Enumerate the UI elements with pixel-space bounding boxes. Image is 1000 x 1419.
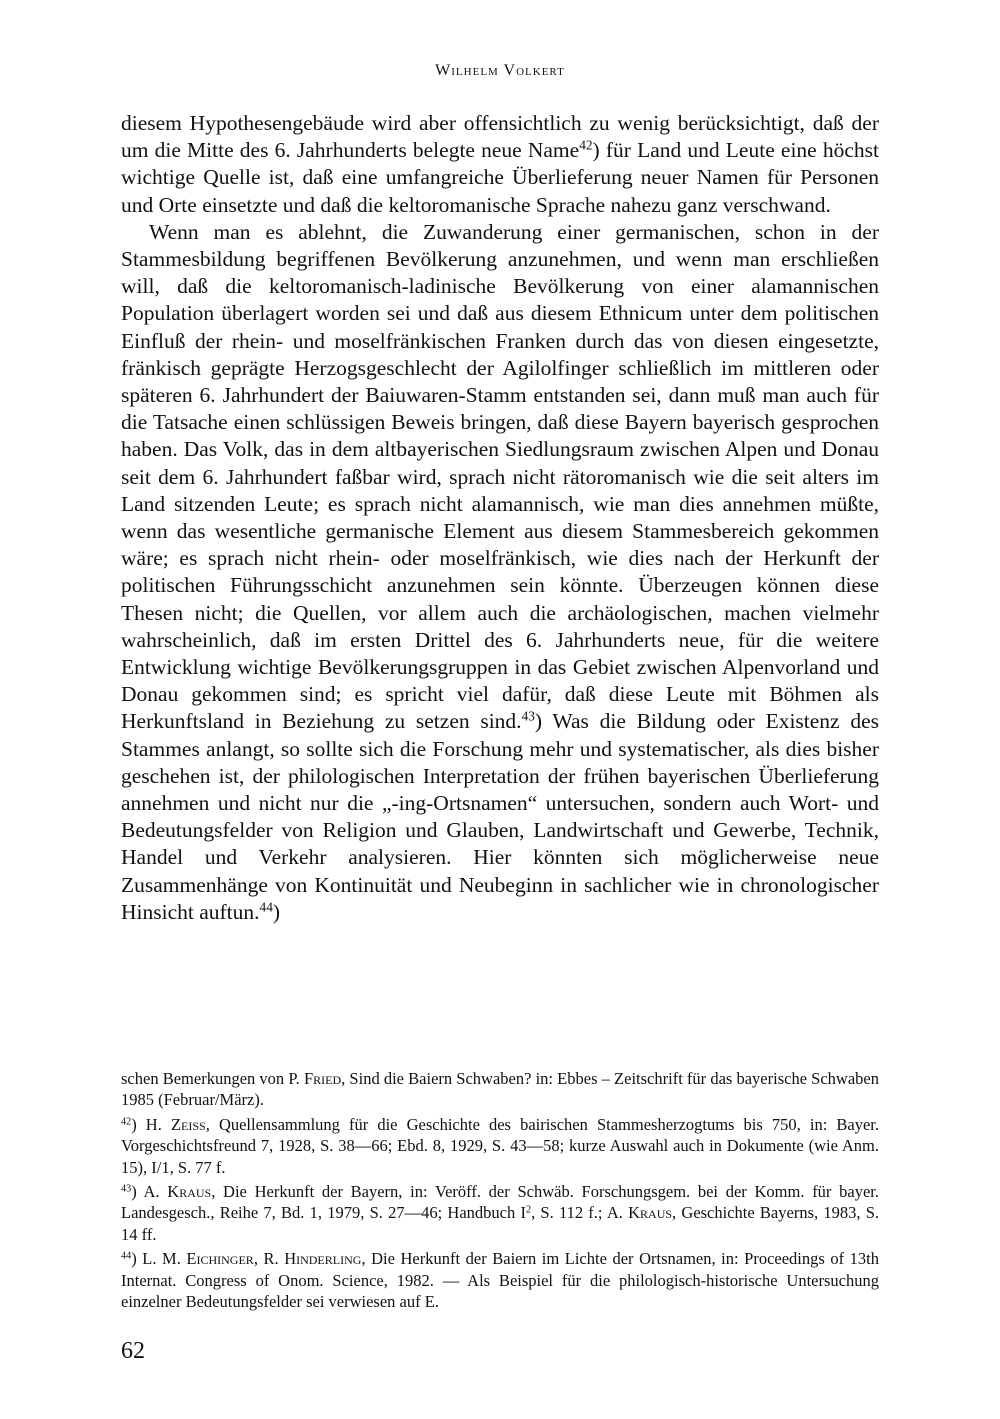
footnote-ref-42: 42 (579, 137, 593, 153)
text-run: , Quellensammlung für die Geschichte des bairischen Stammesherzogtums bis 750, in: Bayer. Vorgeschichtsfreund 7, 1928, S. 38—66; Ebd. 8, 1929, S. 43—58; kurze Auswahl auch in Dokumente (wie Anm. 15), I/1, S. 77 f. (121, 1114, 879, 1177)
text-run: , Sind die Baiern Schwaben? in: Ebbes – Zeitschrift für das bayerische Schwaben 1985 (Februar/März). (121, 1069, 879, 1110)
footnote-ref-44: 44 (259, 899, 273, 915)
footnotes (121, 1068, 879, 1315)
author-name: Fried (303, 1069, 342, 1088)
text-run: , S. 112 f.; A. (531, 1203, 629, 1223)
author-name: Hinderling (284, 1249, 362, 1269)
author-name: Kraus (167, 1182, 212, 1202)
author-name: Zeiss (170, 1114, 206, 1134)
text-run: diesem Hypothesengebäude wird aber offensichtlich zu wenig berücksichtigt, daß der um die Mitte des 6. Jahrhunderts belegte neue Name (121, 111, 879, 163)
superscript: 2 (525, 1204, 532, 1216)
page-number: 62 (121, 1338, 145, 1364)
text-run: , R. (253, 1249, 285, 1269)
footnote-ref-43: 43 (521, 709, 535, 725)
text-run: ) für Land und Leute eine höchst wichtige Quelle ist, daß eine umfangreiche Überlieferung neuer Namen für Personen und Orte einsetzte und daß die keltoromanische Sprache nahezu ganz verschwand. (121, 138, 879, 217)
text-run: ) A. (131, 1182, 168, 1202)
text-run: , Geschichte Bayerns, 1983, S. 14 ff. (121, 1203, 880, 1244)
footnote-number: 43 (121, 1183, 132, 1195)
footnote-43 (121, 1181, 879, 1245)
footnote-number: 44 (121, 1250, 132, 1262)
main-text (121, 110, 879, 926)
footnote-44 (121, 1248, 879, 1312)
footnote-continuation (121, 1068, 879, 1111)
text-run: ) H. (131, 1114, 171, 1134)
text-run: Wenn man es ablehnt, die Zuwanderung einer germanischen, schon in der Stammesbildung begriffenen Bevölkerung anzunehmen, und wenn man erschließen will, daß die keltoromanisch-ladinische Bevölkerung von einer alamannischen Population überlagert worden sei und daß aus diesem Ethnicum unter dem politischen Einfluß der rhein- und moselfränkischen Franken durch das von diesen eingesetzte, fränkisch geprägte Herzogsgeschlecht der Agilolfinger schließlich im mittleren oder späteren 6. Jahrhundert der Baiuwaren-Stamm entstanden sei, dann muß man auch für die Tatsache einen schlüssigen Beweis bringen, daß diese Bayern bayerisch gesprochen haben. Das Volk, das in dem altbayerischen Siedlungsraum zwischen Alpen und Donau seit dem 6. Jahrhundert faßbar wird, sprach nicht rätoromanisch wie die seit alters im Land sitzenden Leute; es sprach nicht alamannisch, wie man dies annehmen müßte, wenn das wesentliche germanische Element aus diesem Stammesbereich gekommen wäre; es sprach nicht rhein- oder moselfränkisch, wie dies nach der Herkunft der politischen Führungsschicht anzunehmen sein könnte. Überzeugen können diese Thesen nicht; die Quellen, vor allem auch die archäologischen, machen vielmehr wahrscheinlich, daß im ersten Drittel des 6. Jahrhunderts neue, für die weitere Entwicklung wichtige Bevölkerungsgruppen in das Gebiet zwischen Alpenvorland und Donau gekommen sind; es spricht viel dafür, daß diese Leute mit Böhmen als Herkunftsland in Beziehung zu setzen sind. (121, 219, 879, 734)
text-run: ) Was die Bildung oder Existenz des Stammes anlangt, so sollte sich die Forschung mehr und systematischer, als dies bisher geschehen ist, der philologischen Interpretation der frühen bayerischen Überlieferung annehmen und nicht nur die „-ing-Ortsnamen“ untersuchen, sondern auch Wort- und Bedeutungsfelder von Religion und Glauben, Landwirtschaft und Gewerbe, Technik, Handel und Verkehr analysieren. Hier könnten sich möglicherweise neue Zusammenhänge von Kontinuität und Neubeginn in sachlicher wie in chronologischer Hinsicht auftun. (121, 709, 879, 924)
author-name: Eichinger (186, 1249, 254, 1269)
footnote-number: 42 (121, 1116, 132, 1128)
text-run: schen Bemerkungen von P. (121, 1069, 304, 1088)
paragraph (121, 110, 879, 219)
text-run: ) (272, 899, 281, 924)
text-run: , Die Herkunft der Bayern, in: Veröff. der Schwäb. Forschungsgem. bei der Komm. für bayer. Landesgesch., Reihe 7, Bd. 1, 1979, S. 27—46; Handbuch I (121, 1182, 880, 1223)
author-name: Kraus (628, 1203, 673, 1223)
paragraph (121, 219, 879, 926)
footnote-42 (121, 1114, 879, 1178)
running-head: Wilhelm Volkert (435, 62, 565, 79)
text-run: ) L. M. (131, 1249, 187, 1269)
text-run: , Die Herkunft der Baiern im Lichte der Ortsnamen, in: Proceedings of 13th Internat. Congress of Onom. Science, 1982. — Als Beispiel für die philologisch-historische Untersuchung einzelner Bedeutungsfelder sei verwiesen auf E. (121, 1249, 879, 1312)
